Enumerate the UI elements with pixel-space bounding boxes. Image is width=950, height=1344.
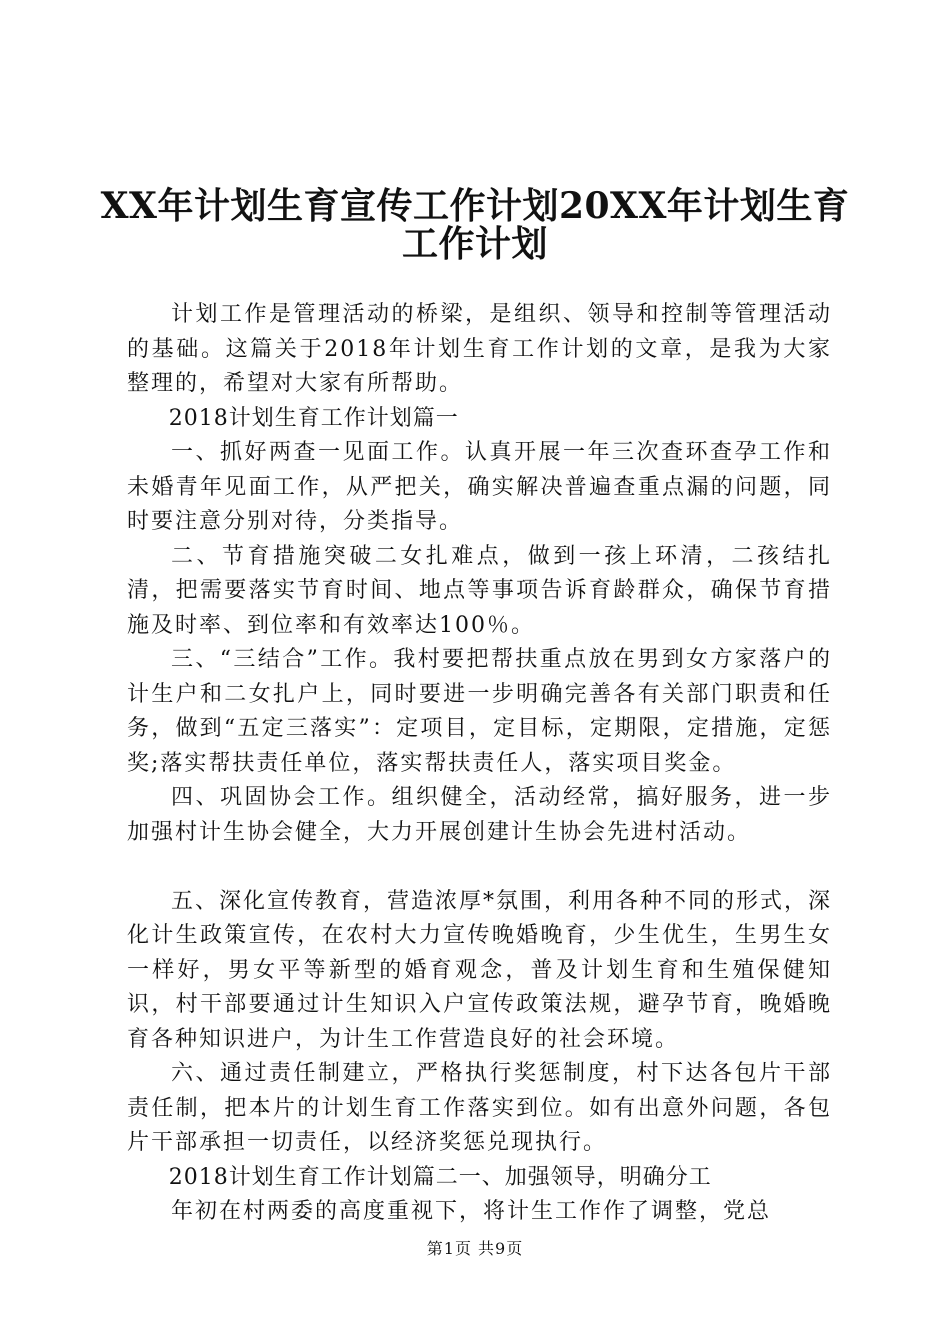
document-body: [127, 298, 832, 1230]
body-paragraph: 一、抓好两查一见面工作。认真开展一年三次查环查孕工作和未婚青年见面工作，从严把关，确实解决普遍查重点漏的问题，同时要注意分别对待，分类指导。: [127, 440, 832, 534]
body-paragraph: 三、“三结合”工作。我村要把帮扶重点放在男到女方家落户的计生户和二女扎户上，同时要进一步明确完善各有关部门职责和任务，做到“五定三落实”：定项目，定目标，定期限，定措施，定惩奖;落实帮扶责任单位，落实帮扶责任人，落实项目奖金。: [127, 647, 832, 776]
intro-paragraph: 计划工作是管理活动的桥梁，是组织、领导和控制等管理活动的基础。这篇关于2018年计划生育工作计划的文章，是我为大家整理的，希望对大家有所帮助。: [127, 302, 832, 396]
body-paragraph: 二、节育措施突破二女扎难点，做到一孩上环清，二孩结扎清，把需要落实节育时间、地点等事项告诉育龄群众，确保节育措施及时率、到位率和有效率达100％。: [127, 543, 832, 638]
section-heading-2: 2018计划生育工作计划篇二一、加强领导，明确分工: [168, 1164, 712, 1190]
body-paragraph: 五、深化宣传教育，营造浓厚*氛围，利用各种不同的形式，深化计生政策宣传，在农村大力宣传晚婚晚育，少生优生，生男生女一样好，男女平等新型的婚育观念，普及计划生育和生殖保健知识，村干部要通过计生知识入户宣传政策法规，避孕节育，晚婚晚育各种知识进户，为计生工作营造良好的社会环境。: [127, 888, 833, 1052]
body-paragraph: 年初在村两委的高度重视下，将计生工作作了调整，党总: [171, 1199, 772, 1224]
page-footer: 第1页 共9页: [426, 1239, 524, 1258]
section-heading-1: 2018计划生育工作计划篇一: [168, 405, 459, 431]
body-paragraph: 四、巩固协会工作。组织健全，活动经常，搞好服务，进一步加强村计生协会健全，大力开展创建计生协会先进村活动。: [127, 785, 832, 845]
document-title-line-1: XX年计划生育宣传工作计划20XX年计划生育: [100, 185, 850, 227]
document-title-line-2: 工作计划: [401, 223, 548, 265]
body-paragraph: 六、通过责任制建立，严格执行奖惩制度，村下达各包片干部责任制，把本片的计划生育工作落实到位。如有出意外问题，各包片干部承担一切责任，以经济奖惩兑现执行。: [127, 1061, 832, 1155]
